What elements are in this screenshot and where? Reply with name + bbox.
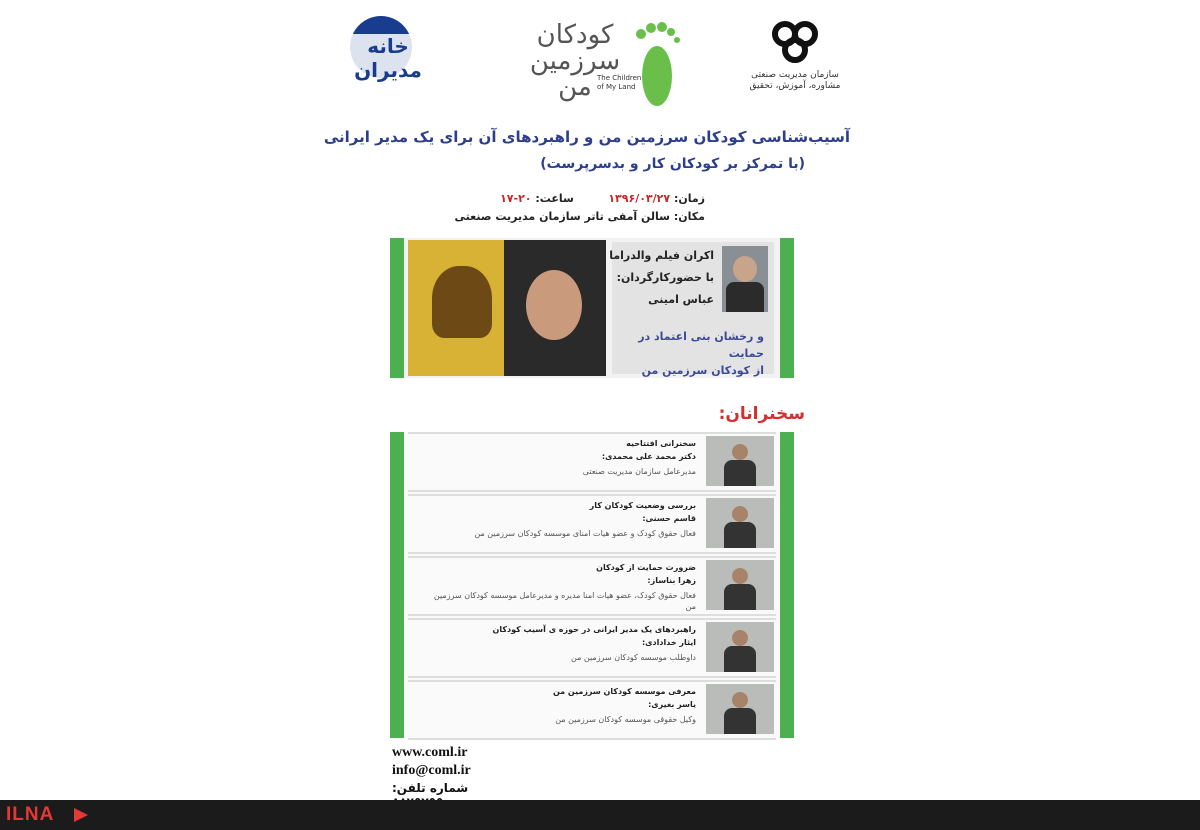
speaker-name: دکتر محمد علی محمدی: bbox=[601, 452, 696, 461]
imi-logo-text-1: سازمان مدیریت صنعتی bbox=[751, 70, 839, 80]
imi-knot-icon bbox=[767, 16, 823, 66]
speaker-role: وکیل حقوقی موسسه کودکان سرزمین من bbox=[555, 715, 696, 724]
play-arrow-icon bbox=[74, 808, 88, 822]
speaker-topic: معرفی موسسه کودکان سرزمین من bbox=[552, 687, 696, 696]
speaker-role: فعال حقوق کودک، عضو هیات امنا مدیره و مدیرعامل موسسه کودکان سرزمین من bbox=[433, 591, 696, 611]
footprint-icon bbox=[633, 20, 681, 110]
khane-modiran-logo bbox=[340, 16, 435, 86]
logo-left-text: خانه مدیران bbox=[348, 34, 428, 82]
place-value: سالن آمفی تاتر سازمان مدیریت صنعتی bbox=[454, 210, 671, 223]
film-line-4: و رخشان بنی اعتماد در حمایت از کودکان سرزمین من bbox=[638, 330, 764, 377]
imi-logo bbox=[740, 16, 850, 92]
email-link[interactable]: info@coml.ir bbox=[392, 763, 471, 778]
speakers-panel bbox=[390, 432, 794, 738]
green-stripe-right bbox=[780, 238, 794, 378]
speaker-topic: بررسی وضعیت کودکان کار bbox=[589, 501, 696, 510]
time-value: ۲۰-۱۷ bbox=[500, 192, 532, 205]
website-link[interactable]: www.coml.ir bbox=[392, 745, 468, 760]
film-line-2: با حضورکارگردان: bbox=[616, 271, 714, 284]
director-photo bbox=[722, 246, 768, 312]
children-of-my-land-logo bbox=[525, 14, 685, 110]
logo-center-fa-text: کودکان سرزمین من bbox=[529, 20, 621, 102]
speaker-photo bbox=[706, 684, 774, 734]
speaker-role: داوطلب موسسه کودکان سرزمین من bbox=[570, 653, 696, 662]
speaker-role: مدیرعامل سازمان مدیریت صنعتی bbox=[582, 467, 696, 476]
speaker-row bbox=[408, 556, 776, 616]
green-stripe-right bbox=[780, 432, 794, 738]
speaker-photo bbox=[706, 498, 774, 548]
speaker-name: یاسر بغیری: bbox=[648, 700, 696, 709]
speaker-role: فعال حقوق کودک و عضو هیات امنای موسسه کودکان سرزمین من bbox=[474, 529, 696, 538]
speaker-name: قاسم حسنی: bbox=[642, 514, 696, 523]
speaker-name: زهرا بناساز: bbox=[647, 576, 696, 585]
event-datetime bbox=[400, 192, 705, 205]
imi-logo-text-2: مشاوره، آموزش، تحقیق bbox=[749, 81, 841, 91]
speaker-photo bbox=[706, 622, 774, 672]
speaker-row bbox=[408, 494, 776, 554]
logo-center-en-text: The Children of My Land bbox=[597, 74, 642, 91]
event-title: آسیب‌شناسی کودکان سرزمین من و راهبردهای آن برای یک مدیر ایرانی bbox=[323, 128, 850, 146]
date-label: زمان: bbox=[673, 192, 705, 205]
place-label: مکان: bbox=[673, 210, 705, 223]
green-stripe-left bbox=[390, 432, 404, 738]
ilna-logo: ILNA bbox=[6, 804, 55, 825]
speaker-row bbox=[408, 618, 776, 678]
logo-row bbox=[340, 10, 860, 110]
time-label: ساعت: bbox=[535, 192, 574, 205]
film-text-box bbox=[609, 242, 774, 377]
film-line-1: اکران فیلم والدراما bbox=[609, 249, 714, 262]
film-banner bbox=[390, 238, 794, 378]
speaker-topic: راهبردهای یک مدیر ایرانی در حوزه ی آسیب کودکان bbox=[492, 625, 696, 634]
event-place bbox=[400, 210, 705, 223]
film-line-3: عباس امینی bbox=[648, 293, 714, 306]
speaker-topic: سخنرانی افتتاحیه bbox=[626, 439, 696, 448]
date-value: ۱۳۹۶/۰۳/۲۷ bbox=[608, 192, 671, 205]
speaker-photo bbox=[706, 436, 774, 486]
speaker-row bbox=[408, 432, 776, 492]
speaker-row bbox=[408, 680, 776, 740]
event-subtitle: (با تمرکز بر کودکان کار و بدسرپرست) bbox=[540, 156, 805, 172]
speaker-name: ایثار خدادادی: bbox=[641, 638, 696, 647]
footer-bar bbox=[0, 800, 1200, 830]
speakers-heading: سخنرانان: bbox=[718, 404, 805, 424]
speaker-photo bbox=[706, 560, 774, 610]
speaker-topic: ضرورت حمایت از کودکان bbox=[596, 563, 696, 572]
green-stripe-left bbox=[390, 238, 404, 378]
phone-label: شماره تلفن: bbox=[392, 781, 469, 795]
